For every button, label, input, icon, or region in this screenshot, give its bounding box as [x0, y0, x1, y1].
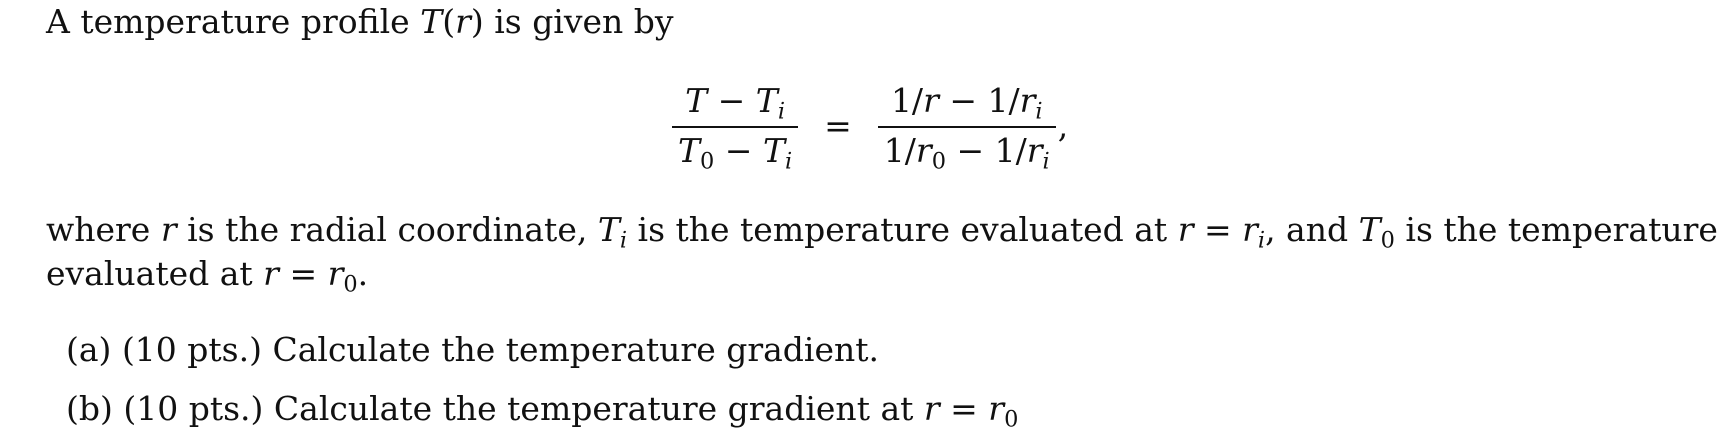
intro-r: r	[455, 2, 471, 41]
left-fraction	[672, 81, 798, 175]
equals-sign: =	[824, 106, 852, 145]
left-numerator: $T - T_i$	[685, 81, 785, 125]
right-denominator: $1/r_0 - 1/r_i$	[883, 131, 1050, 175]
question-a	[66, 330, 879, 370]
question-a-marker: (a)	[66, 330, 112, 369]
temperature-profile-equation	[672, 81, 1069, 175]
intro-tail: is given by	[483, 2, 674, 41]
question-b-text: (10 pts.) Calculate the temperature gradient at	[123, 389, 924, 428]
left-denominator: $T_0 - T_i$	[678, 131, 793, 175]
question-b-marker: (b)	[66, 389, 113, 428]
intro-T: T	[420, 2, 443, 41]
equation-comma: ,	[1057, 106, 1069, 145]
intro-paren-open: (	[442, 2, 456, 41]
intro-paren-close: )	[470, 2, 484, 41]
intro-lead: A temperature profile	[46, 2, 421, 41]
right-fraction	[878, 81, 1056, 175]
definitions-line-1: where r is the radial coordinate, $T_i$ is the temperature evaluated at $r = r_i$, and $T_0$ is the temperature	[46, 210, 1718, 254]
right-numerator: $1/r - 1/r_i$	[890, 81, 1043, 125]
definitions-line-2: evaluated at $r = r_0$.	[46, 254, 369, 298]
question-b: (b) (10 pts.) Calculate the temperature gradient at $r = r_0$	[66, 389, 1019, 433]
question-a-text: (10 pts.) Calculate the temperature gradient.	[121, 330, 880, 369]
intro-sentence	[46, 2, 674, 42]
